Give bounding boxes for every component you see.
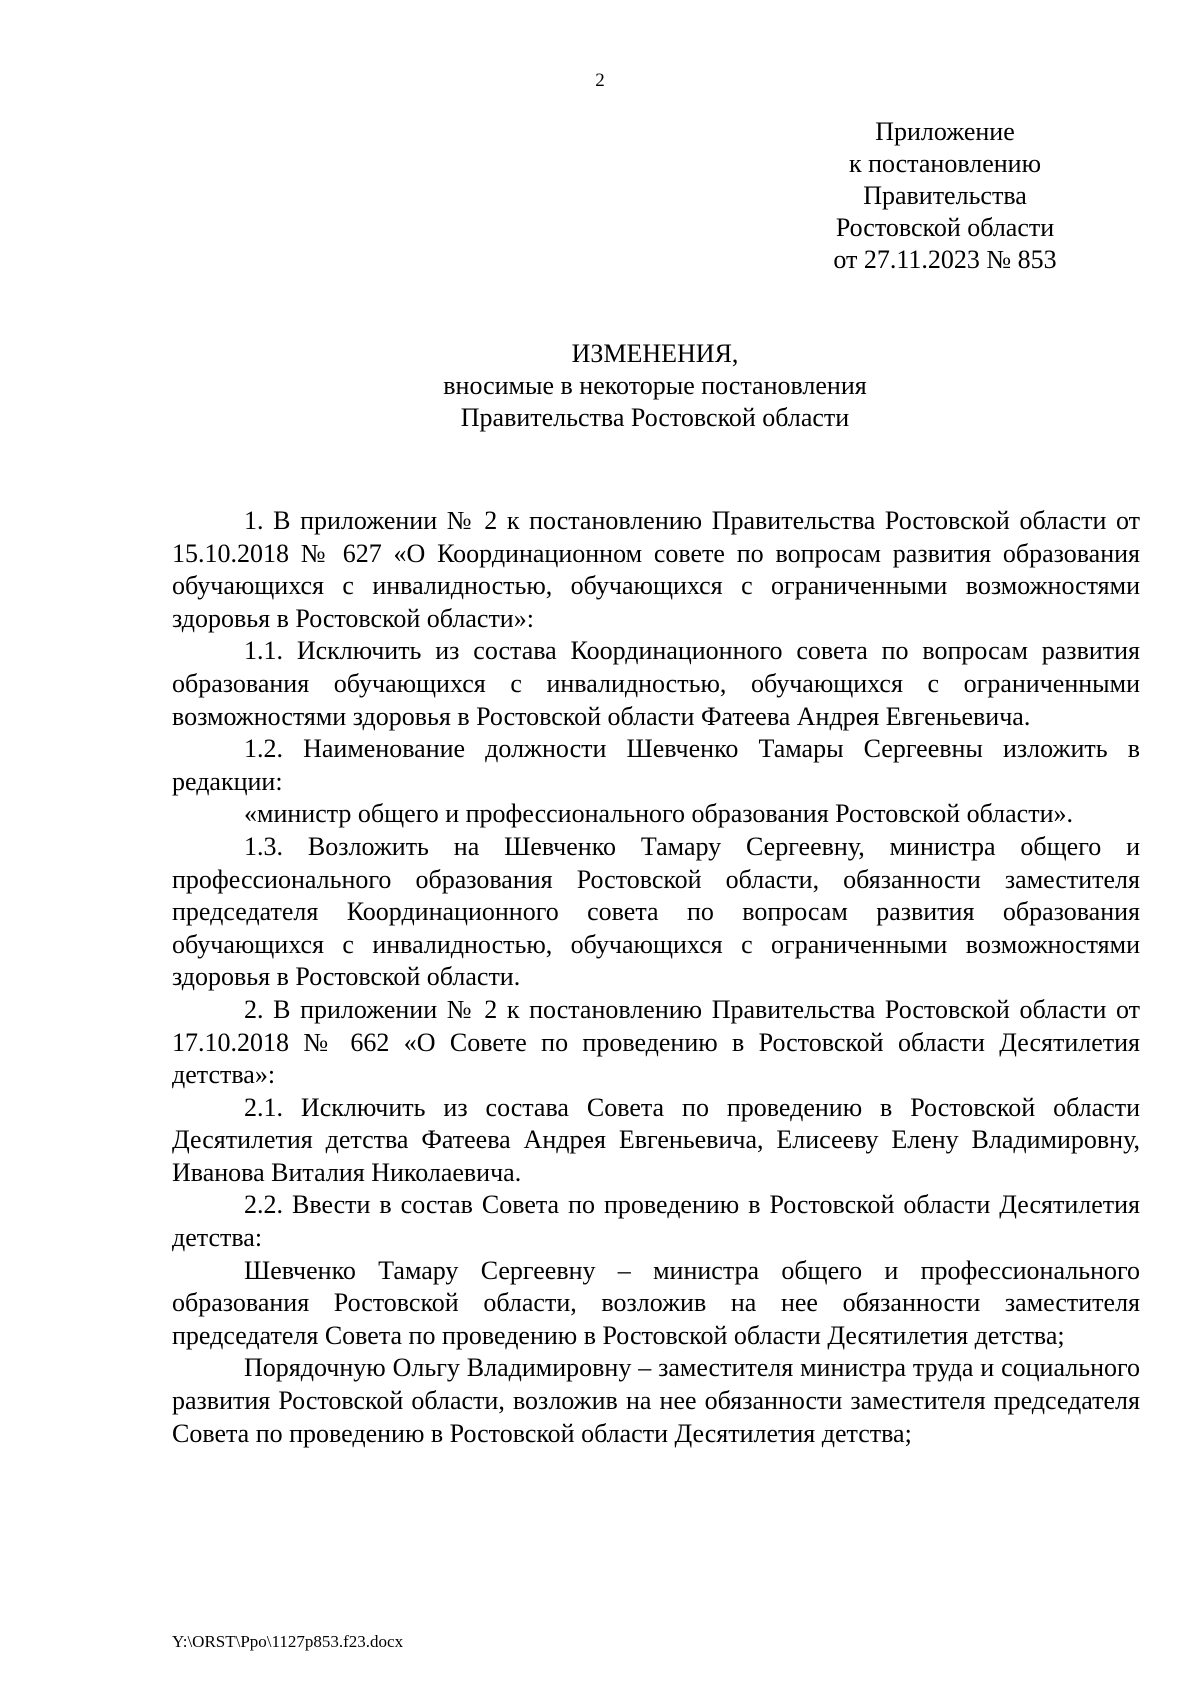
appendix-line: к постановлению — [848, 149, 1042, 178]
heading-subtitle-line: Правительства Ростовской области — [460, 403, 850, 432]
paragraph: 2.2. Ввести в состав Совета по проведению в Ростовской области Десятилетия детства: — [172, 1190, 1140, 1253]
paragraph: 1.2. Наименование должности Шевченко Тамары Сергеевны изложить в редакции: — [172, 734, 1140, 796]
appendix-line: от 27.11.2023 № 853 — [833, 245, 1057, 274]
footer-file-path: Y:\ORST\Ppo\1127p853.f23.docx — [172, 1632, 404, 1651]
paragraph: 2. В приложении № 2 к постановлению Правительства Ростовской области от 17.10.2018 № 662 «О Совете по проведению в Ростовской области Десятилетия детства»: — [172, 994, 1140, 1090]
paragraph: 1.3. Возложить на Шевченко Тамару Сергеевну, министра общего и профессионального образования Ростовской области, обязанности заместителя председателя Координационного совета по вопросам развития образования обучающихся с инвалидностью, обучающихся с ограниченными возможностями здоровья в Ростовской области. — [172, 831, 1140, 992]
page-number: 2 — [595, 70, 605, 91]
paragraph: Шевченко Тамару Сергеевну – министра общего и профессионального образования Ростовской области, возложив на нее обязанности заместителя председателя Совета по проведению в Ростовской области Десятилетия детства; — [172, 1255, 1140, 1350]
appendix-line: Ростовской области — [835, 213, 1055, 242]
paragraph: «министр общего и профессионального образования Ростовской области». — [244, 799, 1073, 829]
paragraph: 1.1. Исключить из состава Координационного совета по вопросам развития образования обучающихся с инвалидностью, обучающихся с ограниченными возможностями здоровья в Ростовской области Фатеева Андрея Евгеньевича. — [172, 636, 1140, 731]
heading-subtitle-line: вносимые в некоторые постановления — [443, 371, 867, 400]
appendix-line: Приложение — [875, 117, 1015, 146]
appendix-block — [820, 116, 1070, 276]
document-body — [172, 505, 1140, 1450]
document-heading — [170, 338, 1140, 434]
heading-title: ИЗМЕНЕНИЯ, — [571, 339, 739, 368]
paragraph: 1. В приложении № 2 к постановлению Правительства Ростовской области от 15.10.2018 № 627 «О Координационном совете по вопросам развития образования обучающихся с инвалидностью, обучающихся с ограниченными возможностями здоровья в Ростовской области»: — [172, 506, 1140, 633]
paragraph: 2.1. Исключить из состава Совета по проведению в Ростовской области Десятилетия детства Фатеева Андрея Евгеньевича, Елисееву Елену Владимировну, Иванова Виталия Николаевича. — [172, 1092, 1140, 1187]
paragraph: Порядочную Ольгу Владимировну – заместителя министра труда и социального развития Ростовской области, возложив на нее обязанности заместителя председателя Совета по проведению в Ростовской области Десятилетия детства; — [172, 1353, 1140, 1448]
appendix-line: Правительства — [863, 181, 1027, 210]
